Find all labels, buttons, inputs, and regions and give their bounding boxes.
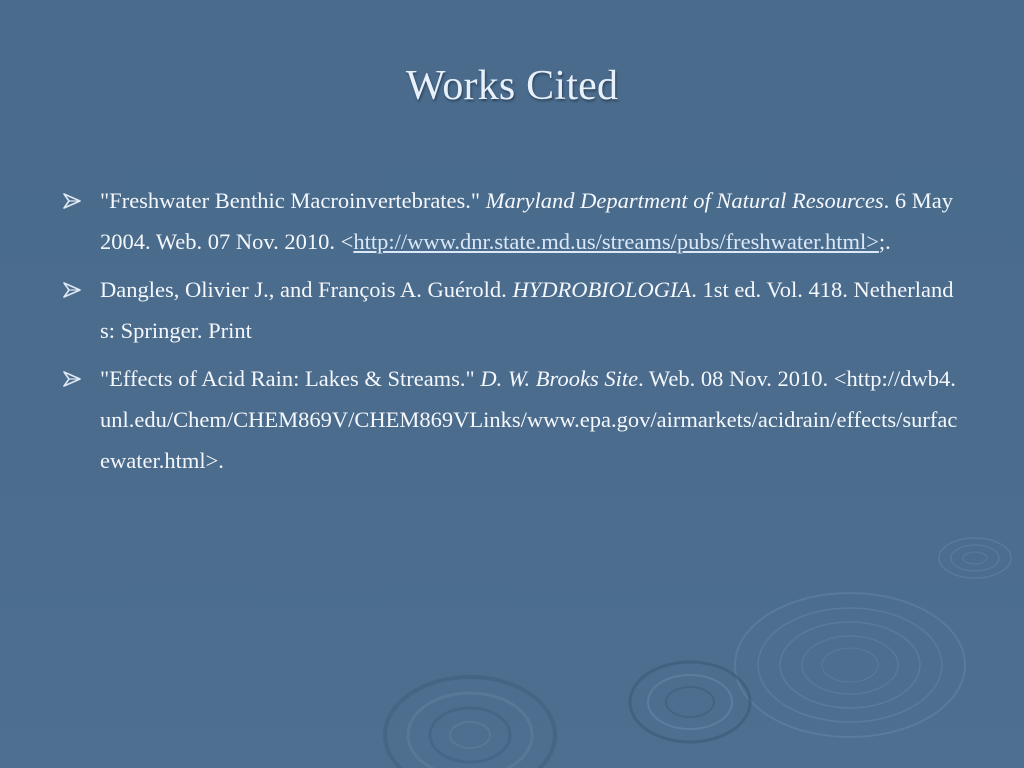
citation-title: "Effects of Acid Rain: Lakes & Streams.": [100, 366, 481, 391]
citation-details: . Web. 08 Nov. 2010. <http://dwb4.unl.edu/Chem/CHEM869V/CHEM869VLinks/www.epa.gov/airmarkets/acidrain/effects/surfacewater.html>.: [100, 366, 958, 473]
citation-source: Maryland Department of Natural Resources: [485, 188, 884, 213]
arrowhead-bullet-icon: [62, 370, 82, 388]
citation-url-link[interactable]: http://www.dnr.state.md.us/streams/pubs/freshwater.html>: [353, 229, 879, 254]
slide-title: Works Cited: [405, 63, 619, 109]
citation-details: . 6 May 2004. Web. 07 Nov. 2010. <: [100, 188, 953, 254]
citation-list: [62, 180, 967, 488]
citation-source: D. W. Brooks Site: [480, 366, 639, 391]
citation-title: "Freshwater Benthic Macroinvertebrates.": [100, 188, 486, 213]
citation-source: HYDROBIOLOGIA: [512, 277, 692, 302]
citation-authors: Dangles, Olivier J., and François A. Guérold.: [100, 277, 513, 302]
citation-item: [62, 358, 967, 481]
citation-end: ;.: [878, 229, 891, 254]
citation-item: [62, 269, 967, 351]
citation-item: [62, 180, 967, 262]
arrowhead-bullet-icon: [62, 192, 82, 210]
citation-details: . 1st ed. Vol. 418. Netherlands: Springer. Print: [100, 277, 954, 343]
arrowhead-bullet-icon: [62, 281, 82, 299]
